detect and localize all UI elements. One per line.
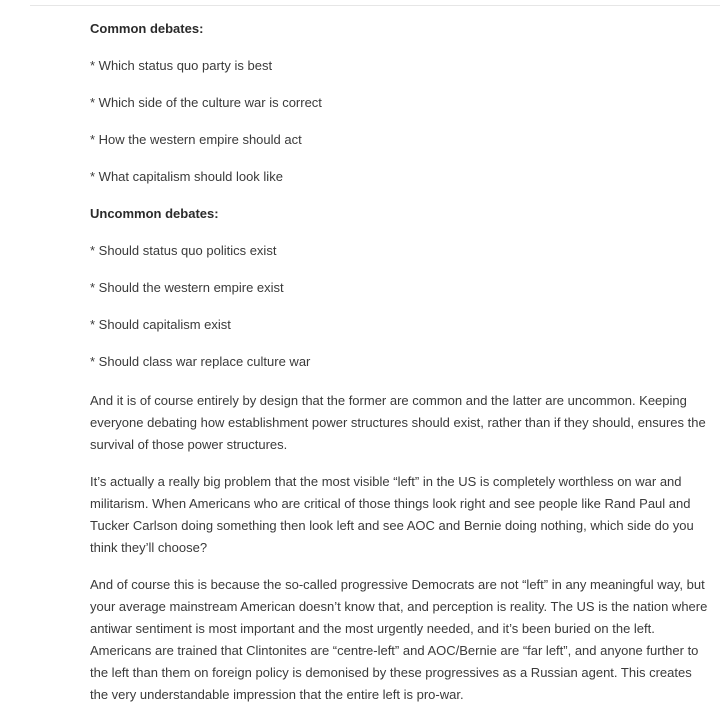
uncommon-debate-item: * Should status quo politics exist <box>90 243 277 258</box>
uncommon-debate-item: * Should class war replace culture war <box>90 354 311 369</box>
top-divider <box>30 5 720 6</box>
body-paragraph: And of course this is because the so-called progressive Democrats are not “left” in any meaningful way, but your average mainstream American doesn’t know that, and perception is reality. The US is the nation where antiwar sentiment is most important and the most urgently needed, and it’s been buried on the left. Americans are trained that Clintonites are “centre-left” and AOC/Bernie are “far left”, and anyone further to the left than them on foreign policy is demonised by these progressives as a Russian agent. This creates the very understandable impression that the entire left is pro-war. <box>90 577 708 702</box>
body-paragraph: And it is of course entirely by design that the former are common and the latter are uncommon. Keeping everyone debating how establishment power structures should exist, rather than if they should, ensures the survival of those power structures. <box>90 393 706 452</box>
uncommon-debate-item: * Should the western empire exist <box>90 280 284 295</box>
common-debate-item: * How the western empire should act <box>90 132 302 147</box>
common-debate-item: * What capitalism should look like <box>90 169 283 184</box>
body-paragraph: It’s actually a really big problem that the most visible “left” in the US is completely worthless on war and militarism. When Americans who are critical of those things look right and see people like Rand Paul and Tucker Carlson doing something then look left and see AOC and Bernie doing nothing, which side do you think they’ll choose? <box>90 474 694 555</box>
common-debate-item: * Which side of the culture war is correct <box>90 95 322 110</box>
uncommon-debate-item: * Should capitalism exist <box>90 317 231 332</box>
common-debates-heading: Common debates: <box>90 21 204 36</box>
common-debate-item: * Which status quo party is best <box>90 58 273 73</box>
article-body <box>90 20 710 721</box>
uncommon-debates-heading: Uncommon debates: <box>90 206 219 221</box>
